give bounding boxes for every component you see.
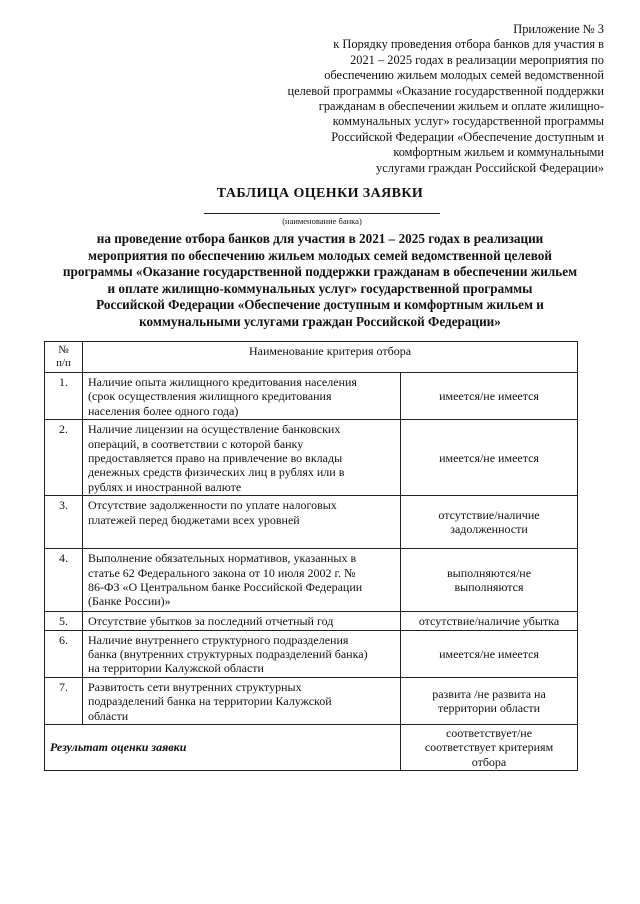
subtitle-line: и оплате жилищно-коммунальных услуг» государственной программы (107, 280, 533, 296)
document-title: ТАБЛИЦА ОЦЕНКИ ЗАЯВКИ (216, 186, 424, 201)
appendix-line: обеспечению жильем молодых семей ведомственной (324, 68, 604, 83)
appendix-line: комфортным жильем и коммунальными (393, 145, 604, 160)
value-cell (401, 612, 578, 630)
appendix-header (252, 22, 604, 176)
value-line: имеется/не имеется (439, 646, 539, 661)
criterion-line: населения более одного года) (88, 403, 239, 418)
value-line: выполняются (454, 580, 524, 595)
appendix-line: гражданам в обеспечении жильем и оплате жилищно- (318, 99, 604, 114)
subtitle-line: мероприятия по обеспечению жильем молодых семей ведомственной целевой (88, 247, 552, 263)
row-number: 7. (45, 677, 83, 724)
criterion-line: подразделений банка на территории Калужской (88, 694, 332, 709)
table-row (45, 496, 578, 549)
row-number: 5. (45, 612, 83, 630)
criterion-line: рублях и иностранной валюте (88, 479, 242, 494)
value-line: развита /не развита на (432, 686, 546, 701)
criterion-line: платежей перед бюджетами всех уровней (88, 512, 300, 527)
criterion-line: Отсутствие задолженности по уплате налоговых (88, 498, 337, 513)
criterion-line: Наличие опыта жилищного кредитования населения (88, 375, 357, 389)
value-cell (401, 373, 578, 420)
criterion-cell (83, 612, 401, 630)
row-number: 6. (45, 630, 83, 677)
value-line: задолженности (450, 522, 528, 537)
header-num-abbr: п/п (56, 357, 71, 369)
document-subtitle (60, 231, 580, 331)
table-header-row (45, 342, 578, 373)
value-line: соответствует критериям (424, 740, 554, 755)
table-row (45, 612, 578, 630)
row-number: 1. (45, 373, 83, 420)
appendix-line: Приложение № 3 (513, 22, 604, 36)
result-row (45, 725, 578, 771)
result-label: Результат оценки заявки (45, 725, 401, 771)
table-row (45, 630, 578, 677)
header-criterion-name: Наименование критерия отбора (83, 342, 578, 373)
value-cell (401, 677, 578, 724)
row-number: 3. (45, 496, 83, 549)
criterion-line: банка (внутренних структурных подразделений банка) (88, 647, 368, 662)
value-line: территории области (437, 700, 541, 715)
criterion-cell (83, 677, 401, 724)
appendix-line: коммунальных услуг» государственной программы (332, 114, 604, 129)
value-line: отбора (471, 754, 507, 769)
criterion-line: Выполнение обязательных нормативов, указанных в (88, 551, 357, 566)
value-cell (401, 549, 578, 612)
table-row (45, 373, 578, 420)
table-row (45, 549, 578, 612)
row-number: 2. (45, 420, 83, 496)
criterion-line: предоставляется право на привлечение во вклады (88, 451, 343, 466)
value-line: выполняются/не (446, 565, 532, 580)
appendix-line: к Порядку проведения отбора банков для участия в (333, 37, 604, 52)
criterion-line: денежных средств физических лиц в рублях или в (88, 465, 345, 480)
criterion-cell (83, 630, 401, 677)
value-cell (401, 630, 578, 677)
criterion-line: 86-ФЗ «О Центральном банке Российской Федерации (88, 580, 363, 595)
appendix-line: Российской Федерации «Обеспечение доступным и (331, 129, 604, 144)
criterion-line: Наличие лицензии на осуществление банковских (88, 422, 341, 437)
value-line: соответствует/не (445, 725, 533, 740)
appendix-line: целевой программы «Оказание государственной поддержки (287, 83, 604, 98)
criterion-cell (83, 420, 401, 496)
appendix-line: услугами граждан Российской Федерации» (376, 160, 604, 175)
subtitle-line: программы «Оказание государственной поддержки гражданам в обеспечении жильем (62, 264, 578, 280)
criterion-line: области (88, 708, 129, 723)
criteria-table (44, 341, 578, 771)
bank-name-caption: (наименование банка) (282, 216, 362, 226)
value-line: имеется/не имеется (439, 450, 539, 465)
criterion-line: статье 62 Федерального закона от 10 июля 2002 г. № (88, 565, 356, 580)
criterion-line: на территории Калужской области (88, 661, 264, 676)
criterion-cell (83, 496, 401, 549)
criterion-line: (срок осуществления жилищного кредитования (88, 389, 332, 404)
value-line: имеется/не имеется (439, 388, 539, 403)
subtitle-line: коммунальными услугами граждан Российской Федерации» (139, 313, 501, 329)
criterion-cell (83, 549, 401, 612)
subtitle-line: Российской Федерации «Обеспечение доступным и комфортным жильем и (96, 297, 544, 313)
criterion-line: Отсутствие убытков за последний отчетный год (88, 614, 334, 629)
subtitle-line: на проведение отбора банков для участия в 2021 – 2025 годах в реализации (96, 231, 544, 246)
value-cell (401, 496, 578, 549)
header-num-symbol: № (58, 344, 69, 356)
value-cell (401, 420, 578, 496)
table-row (45, 420, 578, 496)
result-value-cell (401, 725, 578, 771)
table-row (45, 677, 578, 724)
criterion-line: Наличие внутреннего структурного подразделения (88, 632, 349, 647)
header-num-cell (45, 342, 83, 373)
criterion-line: (Банке России)» (88, 594, 171, 609)
criterion-line: Развитость сети внутренних структурных (88, 679, 302, 694)
appendix-line: 2021 – 2025 годах в реализации мероприятия по (350, 52, 604, 67)
row-number: 4. (45, 549, 83, 612)
bank-name-line (204, 213, 440, 214)
value-line: отсутствие/наличие (438, 507, 540, 522)
criterion-cell (83, 373, 401, 420)
value-line: отсутствие/наличие убытка (418, 613, 560, 628)
criterion-line: операций, в соответствии с которой банку (88, 436, 304, 451)
